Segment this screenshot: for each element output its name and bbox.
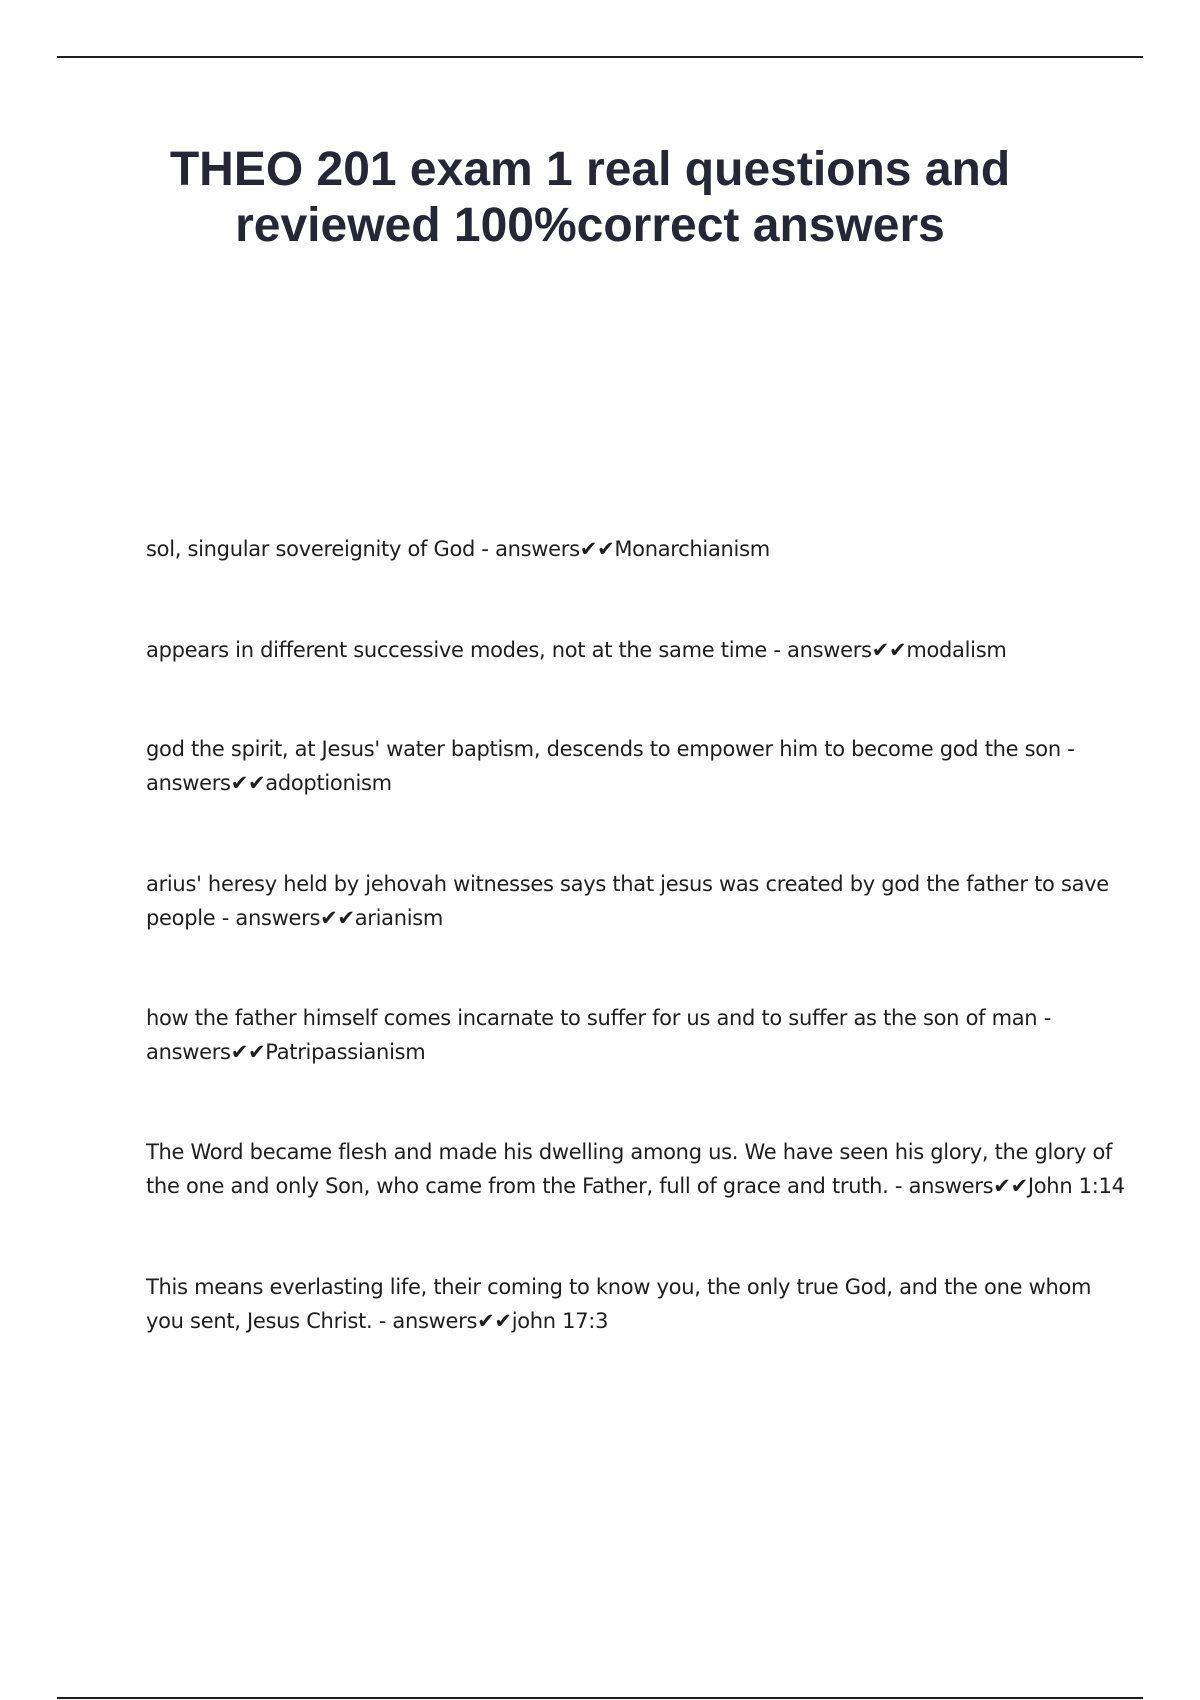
top-rule	[57, 56, 1143, 58]
qa-item	[146, 1001, 1106, 1069]
qa-item	[146, 633, 1106, 667]
title-line-2: reviewed 100%correct answers	[235, 199, 945, 252]
qa-item	[146, 867, 1109, 935]
qa-line: The Word became flesh and made his dwelling among us. We have seen his glory, the glory of	[146, 1140, 1113, 1164]
document-title	[90, 142, 1090, 254]
qa-line: answers✔✔Patripassianism	[146, 1040, 426, 1064]
qa-item	[146, 732, 1106, 800]
qa-line: you sent, Jesus Christ. - answers✔✔john 17:3	[146, 1309, 609, 1333]
qa-line: appears in different successive modes, not at the same time - answers✔✔modalism	[146, 638, 1007, 662]
title-line-1: THEO 201 exam 1 real questions and	[169, 143, 1011, 196]
qa-line: people - answers✔✔arianism	[146, 906, 444, 930]
qa-item	[146, 1270, 1106, 1338]
qa-item	[146, 532, 1106, 566]
qa-line: the one and only Son, who came from the Father, full of grace and truth. - answers✔✔John 1:14	[146, 1174, 1125, 1198]
qa-line: This means everlasting life, their coming to know you, the only true God, and the one whom	[146, 1275, 1092, 1299]
qa-item	[146, 1135, 1125, 1203]
qa-line: answers✔✔adoptionism	[146, 771, 392, 795]
qa-line: god the spirit, at Jesus' water baptism, descends to empower him to become god the son -	[146, 737, 1075, 761]
qa-line: arius' heresy held by jehovah witnesses says that jesus was created by god the father to save	[146, 872, 1109, 896]
qa-line: sol, singular sovereignity of God - answers✔✔Monarchianism	[146, 537, 770, 561]
bottom-rule	[57, 1697, 1143, 1699]
qa-line: how the father himself comes incarnate to suffer for us and to suffer as the son of man -	[146, 1006, 1051, 1030]
